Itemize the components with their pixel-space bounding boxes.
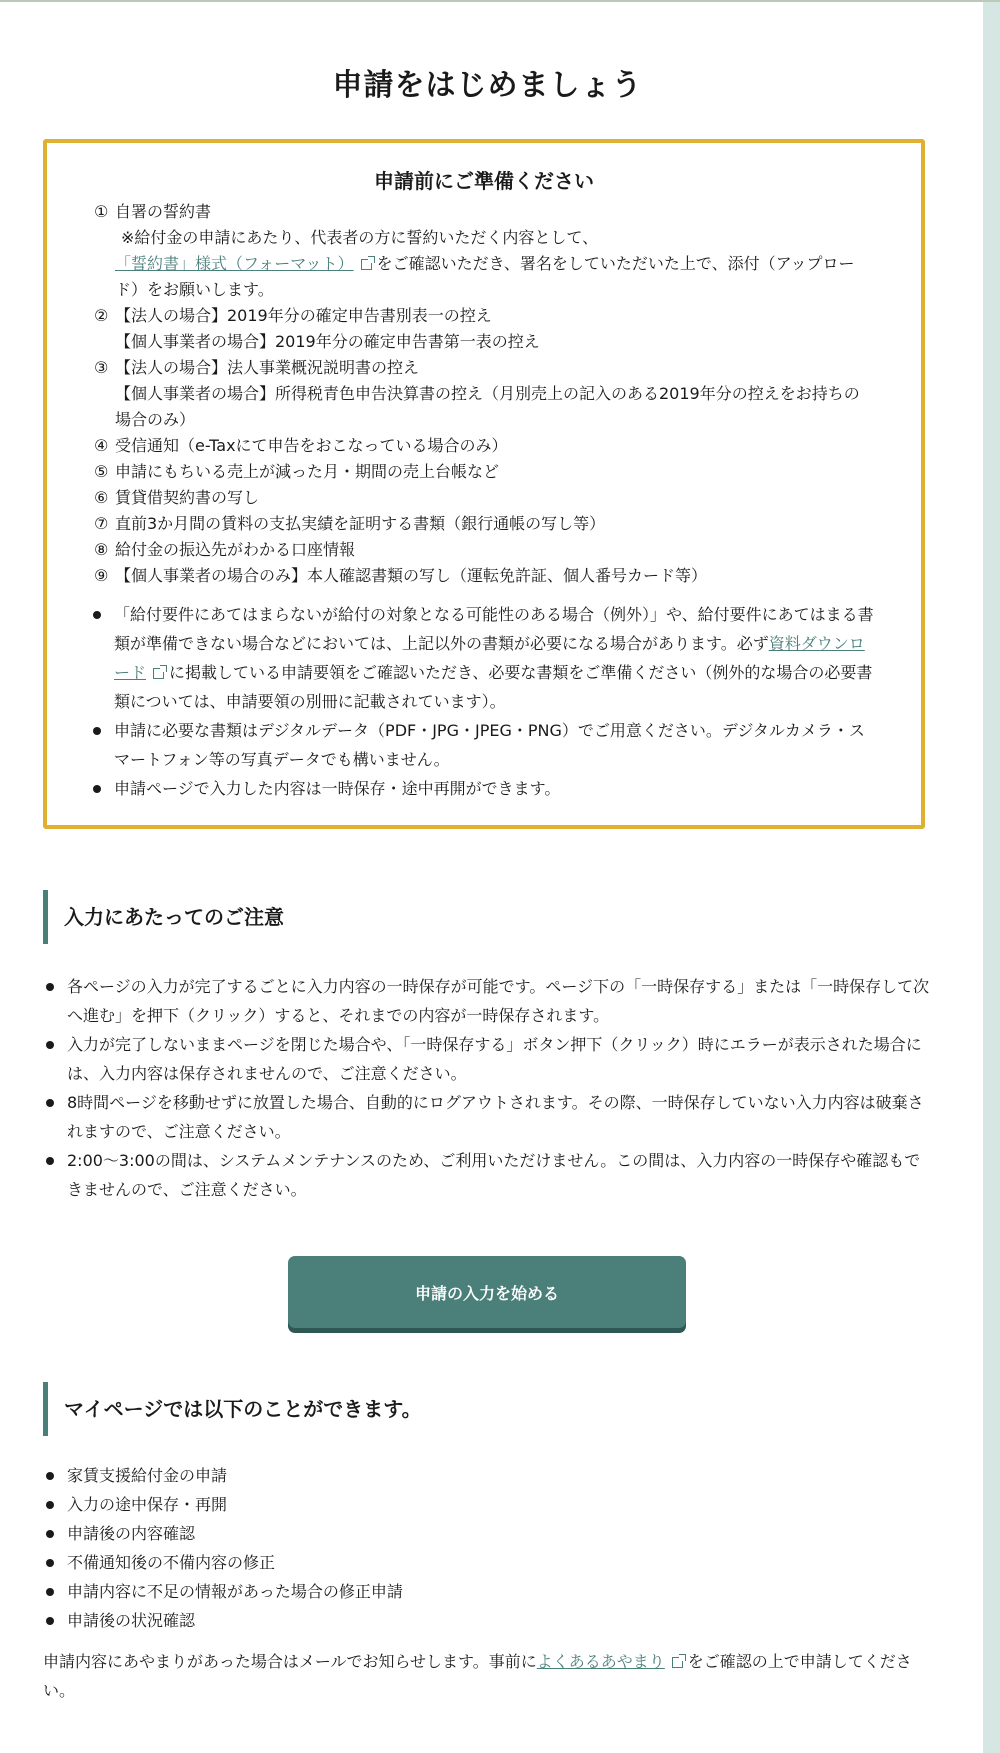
list-item: 「給付要件にあてはまらないが給付の対象となる可能性のある場合（例外）」や、給付要件にあてはまる書類が準備できない場合などにおいては、上記以外の書類が必要になる場合があります。必ず資料ダウンロード に掲載している申請要領をご確認いただき、必要な書類をご準備ください（例外的な場合の必要書類については、申請要領の別冊に記載されています）。 <box>90 600 880 716</box>
pledge-note: ※給付金の申請にあたり、代表者の方に誓約いただく内容として、 「誓約書」様式（フォーマット） をご確認いただき、署名をしていただいた上で、添付（アップロード）をお願いします。 <box>115 228 855 299</box>
list-item: ① 自署の誓約書 <box>94 202 212 221</box>
list-item: ⑨ 【個人事業者の場合のみ】本人確認書類の写し（運転免許証、個人番号カード等） <box>94 566 708 585</box>
caution-list <box>43 972 933 1204</box>
preparation-notes <box>90 600 880 803</box>
list-item: ② 【法人の場合】2019年分の確定申告書別表一の控え 【個人事業者の場合】2019年分の確定申告書第一表の控え <box>94 306 540 351</box>
main-content <box>0 2 983 1753</box>
preparation-list <box>94 199 874 589</box>
list-item: 入力の途中保存・再開 <box>43 1490 933 1519</box>
page-title: 申請をはじめましょう <box>332 68 643 103</box>
mypage-heading: マイページでは以下のことができます。 <box>43 1382 422 1436</box>
external-link-icon <box>672 1657 683 1668</box>
common-mistakes-link[interactable]: よくあるあやまり <box>536 1652 665 1671</box>
list-item: 家賃支援給付金の申請 <box>43 1461 933 1490</box>
list-item: 申請後の状況確認 <box>43 1606 933 1635</box>
list-item: 申請ページで入力した内容は一時保存・途中再開ができます。 <box>90 774 880 803</box>
list-item: 2:00〜3:00の間は、システムメンテナンスのため、ご利用いただけません。この間は、入力内容の一時保存や確認もできませんので、ご注意ください。 <box>43 1146 933 1204</box>
caution-heading: 入力にあたってのご注意 <box>43 890 284 944</box>
list-item: 入力が完了しないままページを閉じた場合や、「一時保存する」ボタン押下（クリック）時にエラーが表示された場合には、入力内容は保存されませんので、ご注意ください。 <box>43 1030 933 1088</box>
list-item: ⑤ 申請にもちいる売上が減った月・期間の売上台帳など <box>94 462 500 481</box>
list-item: 申請に必要な書類はデジタルデータ（PDF・JPG・JPEG・PNG）でご用意ください。デジタルカメラ・スマートフォン等の写真データでも構いません。 <box>90 716 880 774</box>
list-item: ⑦ 直前3か月間の賃料の支払実績を証明する書類（銀行通帳の写し等） <box>94 514 606 533</box>
footer-note: 申請内容にあやまりがあった場合はメールでお知らせします。事前によくあるあやまり をご確認の上で申請してください。 <box>43 1652 912 1700</box>
list-item: 申請内容に不足の情報があった場合の修正申請 <box>43 1577 933 1606</box>
list-item: 不備通知後の不備内容の修正 <box>43 1548 933 1577</box>
mypage-list <box>43 1461 933 1635</box>
external-link-icon <box>361 259 372 270</box>
preparation-box <box>43 139 925 829</box>
list-item: ③ 【法人の場合】法人事業概況説明書の控え 【個人事業者の場合】所得税青色申告決算書の控え（月別売上の記入のある2019年分の控えをお持ちの場合のみ） <box>94 358 860 429</box>
document-download-link[interactable]: 資料ダウンロード <box>114 634 865 682</box>
list-item: 8時間ページを移動せずに放置した場合、自動的にログアウトされます。その際、一時保存していない入力内容は破棄されますので、ご注意ください。 <box>43 1088 933 1146</box>
start-application-button[interactable]: 申請の入力を始める <box>288 1256 686 1328</box>
list-item: ⑧ 給付金の振込先がわかる口座情報 <box>94 540 356 559</box>
list-item: 申請後の内容確認 <box>43 1519 933 1548</box>
list-item: ④ 受信通知（e-Taxにて申告をおこなっている場合のみ） <box>94 436 508 455</box>
pledge-format-link[interactable]: 「誓約書」様式（フォーマット） <box>115 254 354 273</box>
list-item: 各ページの入力が完了するごとに入力内容の一時保存が可能です。ページ下の「一時保存する」または「一時保存して次へ進む」を押下（クリック）すると、それまでの内容が一時保存されます。 <box>43 972 933 1030</box>
preparation-heading: 申請前にご準備ください <box>374 169 594 193</box>
list-item: ⑥ 賃貸借契約書の写し <box>94 488 260 507</box>
external-link-icon <box>153 668 164 679</box>
